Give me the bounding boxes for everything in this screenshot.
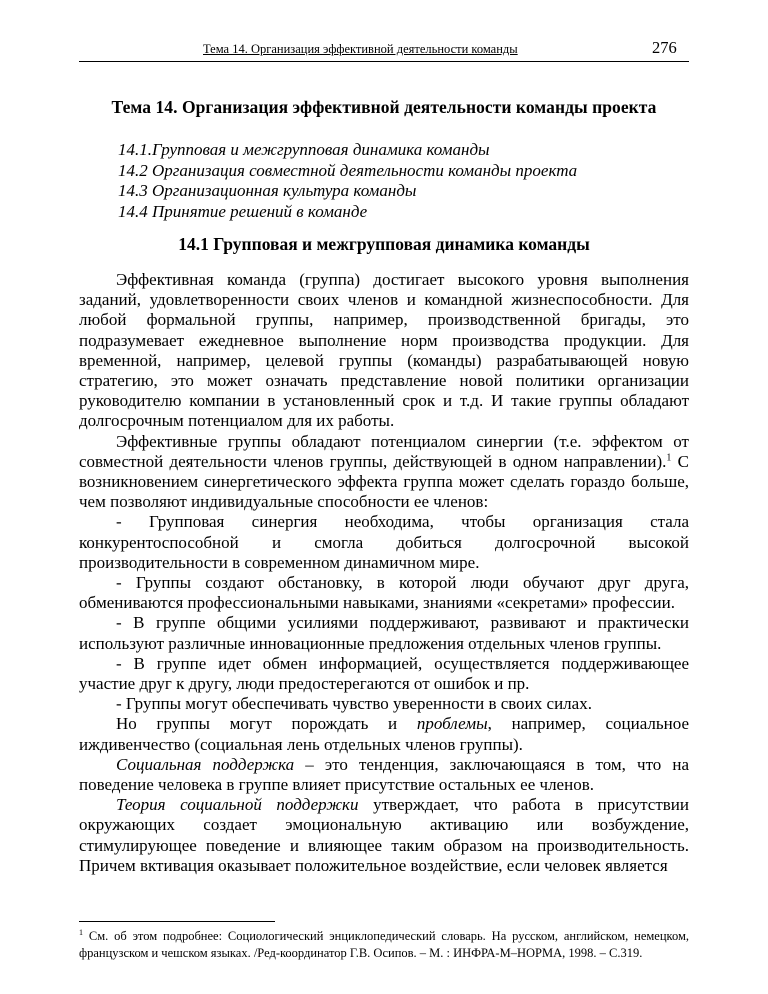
paragraph: Эффективная команда (группа) достигает высокого уровня выполнения заданий, удовлетворенности своих членов и командной жизнеспособности. Для любой формальной группы, например, производственной бригады, это подразумевает ежедневное выполнение норм производства продукции. Для временной, например, целевой группы (команды) разрабатывающей новую стратегию, это может означать представление новой политики организации руководителю компании в установленный срок и т.д. И такие группы обладают долгосрочным потенциалом для их работы.	[79, 270, 689, 431]
paragraph-text: – это тенденция, заключающаяся в том, что на поведение человека в группе влияет присутствие остальных ее членов.	[79, 754, 689, 795]
paragraph	[79, 432, 689, 513]
page-number: 276	[652, 38, 677, 57]
body-text	[79, 270, 689, 876]
paragraph	[79, 714, 689, 754]
footnote-text: См. об этом подробнее: Социологический энциклопедический словарь. На русском, английском, немецком, французском и чешском языках. /Ред-координатор Г.В. Осипов. – М. : ИНФРА-М–НОРМА, 1998. – С.319.	[79, 929, 689, 960]
section-list-item: 14.2 Организация совместной деятельности команды проекта	[118, 160, 578, 180]
footnote-marker: 1	[79, 927, 83, 937]
footnote-rule	[79, 921, 275, 922]
term-emphasis: Теория социальной поддержки	[116, 795, 359, 815]
paragraph: - Группы создают обстановку, в которой люди обучают друг друга, обмениваются профессиональными навыками, знаниями «секретами» профессии.	[79, 573, 689, 613]
paragraph: - В группе идет обмен информацией, осуществляется поддерживающее участие друг к другу, люди предостерегаются от ошибок и пр.	[79, 653, 689, 694]
paragraph: - В группе общими усилиями поддерживают, развивают и практически используют различные инновационные предложения отдельных членов группы.	[79, 613, 689, 653]
header-rule	[79, 61, 689, 62]
section-list-item: 14.4 Принятие решений в команде	[118, 201, 368, 221]
paragraph-text: Эффективные группы обладают потенциалом синергии (т.е. эффектом от совместной деятельности членов группы, действующей в одном направлении).	[79, 431, 689, 471]
paragraph: - Групповая синергия необходима, чтобы организация стала конкурентоспособной и смогла добиться долгосрочной высокой производительности в современном динамичном мире.	[79, 512, 689, 572]
paragraph	[79, 755, 689, 795]
section-list	[118, 140, 577, 222]
paragraph-text: С возникновением синергетического эффекта группа может сделать гораздо больше, чем позволяют индивидуальные способности ее членов:	[79, 451, 689, 512]
paragraph	[79, 795, 689, 876]
footnote	[79, 928, 689, 962]
term-emphasis: Социальная поддержка	[116, 754, 295, 774]
running-header: Тема 14. Организация эффективной деятельности команды	[203, 42, 518, 56]
paragraph-text: утверждает, что работа в присутствии окружающих создает эмоциональную активацию или возбуждение, стимулирующее поведение и влияющее таким образом на производительность. Причем вктивация оказывает положительное воздействие, если человек является	[79, 795, 690, 875]
emphasis: проблемы	[416, 714, 488, 734]
chapter-title: Тема 14. Организация эффективной деятельности команды проекта	[111, 97, 657, 117]
section-title: 14.1 Групповая и межгрупповая динамика команды	[178, 234, 590, 254]
paragraph: - Группы могут обеспечивать чувство уверенности в своих силах.	[116, 694, 592, 714]
section-list-item: 14.3 Организационная культура команды	[118, 181, 417, 200]
section-list-item: 14.1.Групповая и межгрупповая динамика команды	[118, 140, 490, 159]
paragraph-text: , например, социальное иждивенчество (социальная лень отдельных членов группы).	[79, 714, 689, 754]
footnote-reference[interactable]: 1	[666, 452, 672, 464]
paragraph-text: Но группы могут порождать и	[116, 714, 417, 734]
